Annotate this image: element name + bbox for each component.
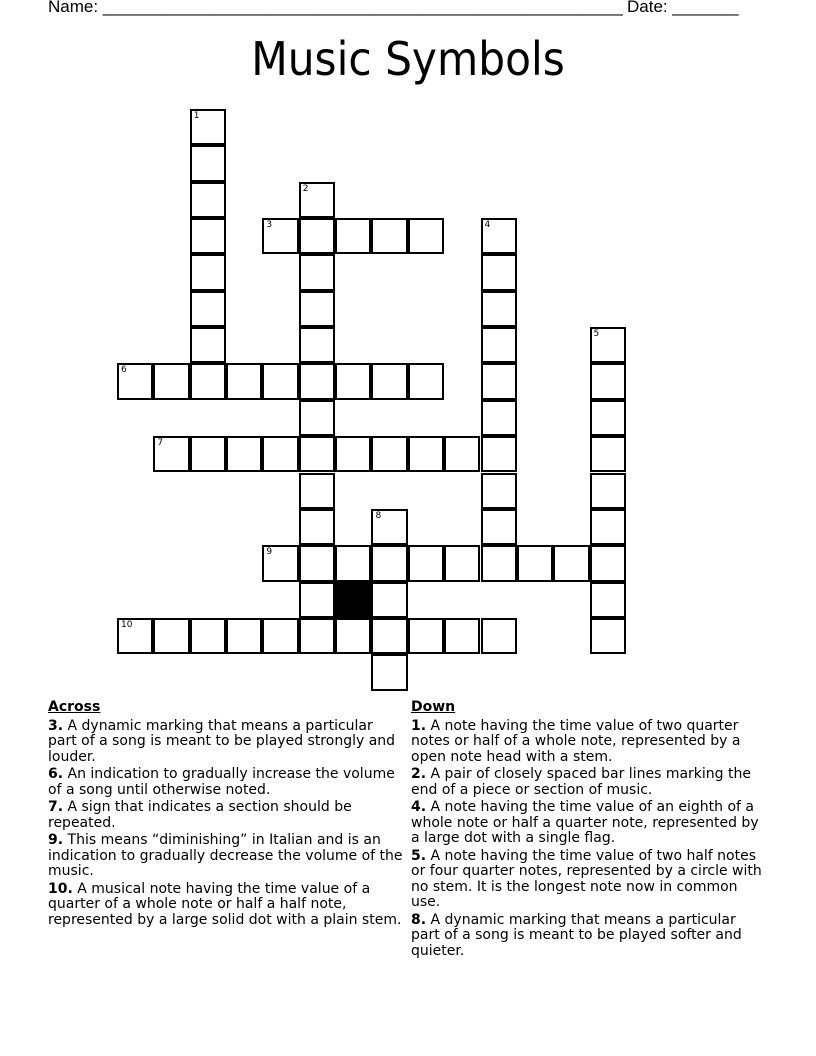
grid-cell[interactable] — [299, 182, 335, 218]
grid-cell[interactable] — [371, 618, 407, 654]
black-cell — [335, 582, 371, 618]
clue-number-label: 6 — [121, 365, 127, 376]
clue-across-10 — [48, 882, 403, 929]
grid-cell[interactable] — [590, 436, 626, 472]
grid-cell[interactable] — [590, 327, 626, 363]
grid-cell[interactable] — [117, 363, 153, 399]
grid-cell[interactable] — [481, 436, 517, 472]
grid-cell[interactable] — [590, 582, 626, 618]
clue-text: A sign that indicates a section should be repeated. — [48, 799, 352, 831]
grid-cell[interactable] — [262, 218, 298, 254]
grid-cell[interactable] — [481, 545, 517, 581]
grid-cell[interactable] — [299, 582, 335, 618]
grid-cell[interactable] — [299, 218, 335, 254]
grid-cell[interactable] — [190, 254, 226, 290]
clue-number-label: 5 — [593, 329, 600, 340]
clue-text: A note having the time value of an eighth of a whole note or half a quarter note, represented by a large dot with a single flag. — [411, 799, 759, 846]
grid-cell[interactable] — [481, 400, 517, 436]
grid-cell[interactable] — [226, 363, 262, 399]
clue-number-label: 2 — [302, 183, 309, 194]
grid-cell[interactable] — [371, 509, 407, 545]
grid-cell[interactable] — [190, 182, 226, 218]
grid-cell[interactable] — [481, 363, 517, 399]
grid-cell[interactable] — [408, 363, 444, 399]
grid-cell[interactable] — [481, 327, 517, 363]
clue-number-label: 7 — [157, 438, 164, 449]
clue-number: 2. — [411, 766, 427, 782]
clue-number: 1. — [411, 717, 427, 734]
grid-cell[interactable] — [335, 218, 371, 254]
grid-cell[interactable] — [371, 436, 407, 472]
grid-cell[interactable] — [371, 545, 407, 581]
grid-cell[interactable] — [153, 363, 189, 399]
grid-cell[interactable] — [190, 363, 226, 399]
grid-cell[interactable] — [444, 436, 480, 472]
grid-cell[interactable] — [371, 363, 407, 399]
clue-number-label: 8 — [375, 510, 382, 521]
grid-cell[interactable] — [190, 436, 226, 472]
grid-cell[interactable] — [190, 327, 226, 363]
grid-cell[interactable] — [190, 109, 226, 145]
grid-cell[interactable] — [590, 545, 626, 581]
clue-number: 9. — [48, 832, 64, 848]
grid-cell[interactable] — [590, 400, 626, 436]
grid-cell[interactable] — [299, 509, 335, 545]
clue-text: A musical note having the time value of a quarter of a whole note or half a half note, represented by a large solid dot with a plain stem. — [48, 880, 402, 928]
grid-cell[interactable] — [553, 545, 589, 581]
grid-cell[interactable] — [481, 218, 517, 254]
grid-cell[interactable] — [262, 618, 298, 654]
date-label: Date: — [627, 0, 673, 16]
grid-cell[interactable] — [299, 436, 335, 472]
clue-text: A note having the time value of two half notes or four quarter notes, represented by a circle with no stem. It is the longest note now in common use. — [411, 847, 762, 910]
clue-text: A note having the time value of two quarter notes or half of a whole note, represented by a open note head with a stem. — [411, 717, 741, 765]
clue-text: A pair of closely spaced bar lines marking the end of a piece or section of music. — [411, 766, 751, 798]
grid-cell[interactable] — [517, 545, 553, 581]
grid-cell[interactable] — [262, 545, 298, 581]
across-clues — [48, 700, 403, 930]
grid-cell[interactable] — [335, 363, 371, 399]
grid-cell[interactable] — [299, 400, 335, 436]
name-label: Name: — [48, 0, 103, 16]
down-clues — [411, 700, 766, 961]
grid-cell[interactable] — [299, 618, 335, 654]
grid-cell[interactable] — [481, 291, 517, 327]
grid-cell[interactable] — [153, 618, 189, 654]
grid-cell[interactable] — [335, 436, 371, 472]
grid-cell[interactable] — [408, 545, 444, 581]
clue-down-1 — [411, 719, 766, 766]
clue-text: An indication to gradually increase the volume of a song until otherwise noted. — [48, 766, 395, 798]
grid-cell[interactable] — [299, 327, 335, 363]
clue-across-6 — [48, 767, 403, 798]
clue-across-9 — [48, 833, 403, 880]
header — [48, 0, 748, 17]
grid-cell[interactable] — [590, 363, 626, 399]
clue-number: 4. — [411, 799, 427, 815]
clue-number: 10. — [48, 880, 73, 897]
grid-cell[interactable] — [226, 436, 262, 472]
grid-cell[interactable] — [590, 473, 626, 509]
grid-cell[interactable] — [371, 654, 407, 690]
grid-cell[interactable] — [371, 218, 407, 254]
grid-cell[interactable] — [299, 545, 335, 581]
clue-text: This means “diminishing” in Italian and is an indication to gradually decrease the volume of the music. — [48, 832, 403, 879]
clue-number: 8. — [411, 911, 427, 928]
grid-cell[interactable] — [153, 436, 189, 472]
clue-number: 5. — [411, 847, 427, 864]
grid-cell[interactable] — [444, 545, 480, 581]
date-group — [627, 0, 739, 17]
grid-cell[interactable] — [444, 618, 480, 654]
grid-cell[interactable] — [262, 363, 298, 399]
grid-cell[interactable] — [299, 473, 335, 509]
clue-number-label: 1 — [193, 111, 200, 121]
grid-cell[interactable] — [408, 218, 444, 254]
clue-number: 3. — [48, 717, 64, 734]
grid-cell[interactable] — [299, 291, 335, 327]
grid-cell[interactable] — [190, 618, 226, 654]
across-heading: Across — [48, 699, 101, 715]
clue-number: 7. — [48, 799, 64, 815]
clue-number-label: 4 — [484, 220, 491, 231]
clue-down-4 — [411, 800, 766, 847]
grid-cell[interactable] — [299, 363, 335, 399]
grid-cell[interactable] — [335, 618, 371, 654]
grid-cell[interactable] — [190, 218, 226, 254]
clue-down-8 — [411, 913, 766, 960]
grid-cell[interactable] — [371, 582, 407, 618]
grid-cell[interactable] — [590, 618, 626, 654]
date-field[interactable]: _______ — [672, 0, 739, 16]
down-heading: Down — [411, 699, 456, 715]
grid-cell[interactable] — [481, 509, 517, 545]
grid-cell[interactable] — [335, 545, 371, 581]
clue-number: 6. — [48, 766, 64, 782]
clue-number-label: 9 — [266, 547, 273, 558]
clue-across-3 — [48, 719, 403, 766]
grid-cell[interactable] — [590, 509, 626, 545]
clue-text: A dynamic marking that means a particular part of a song is meant to be played strongly and louder. — [48, 717, 396, 765]
clue-text: A dynamic marking that means a particular part of a song is meant to be played softer and quieter. — [411, 911, 742, 959]
grid-cell[interactable] — [481, 254, 517, 290]
clue-down-2 — [411, 767, 766, 798]
grid-cell[interactable] — [190, 145, 226, 181]
page-title: Music Symbols — [251, 32, 565, 86]
clue-down-5 — [411, 849, 766, 911]
grid-cell[interactable] — [299, 254, 335, 290]
grid-cell[interactable] — [481, 618, 517, 654]
grid-cell[interactable] — [262, 436, 298, 472]
grid-cell[interactable] — [408, 436, 444, 472]
grid-cell[interactable] — [117, 618, 153, 654]
name-field[interactable]: _______________________________________________________ — [102, 0, 623, 16]
grid-cell[interactable] — [481, 473, 517, 509]
clue-across-7 — [48, 800, 403, 831]
clue-number-label: 10 — [121, 619, 133, 630]
grid-cell[interactable] — [408, 618, 444, 654]
grid-cell[interactable] — [190, 291, 226, 327]
grid-cell[interactable] — [226, 618, 262, 654]
clue-number-label: 3 — [266, 220, 273, 231]
